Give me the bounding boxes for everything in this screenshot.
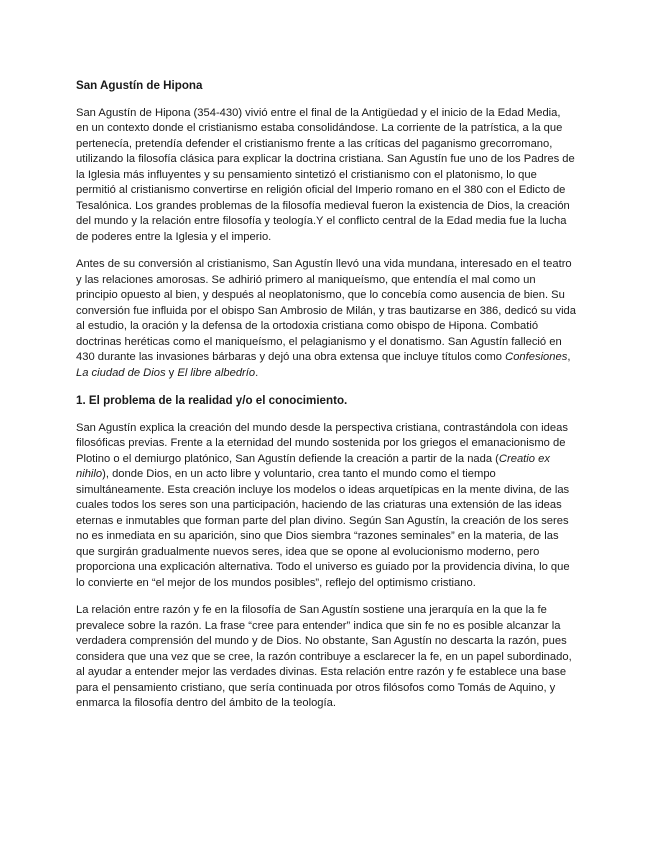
creation-text-end: ), donde Dios, en un acto libre y voluntario, crea tanto el mundo como el tiempo simultáneamente. Esta creación incluye los modelos o ideas arquetípicas en la mente divina, de las cuales todos los seres son una participación, haciendo de las criaturas una extensión de las ideas eternas e inmutables que forman parte del plan divino. Según San Agustín, la creación de los seres no es inmediata en su aparición, sino que Dios siembra “razones seminales” en la materia, de las que surgirán gradualmente nuevos seres, idea que se opone al evolucionismo moderno, pero proporciona una explicación alternativa. Todo el universo es guiado por la providencia divina, lo que lo convierte en “el mejor de los mundos posibles”, reflejo del optimismo cristiano. (76, 468, 570, 589)
creation-paragraph (76, 421, 576, 592)
biography-text: Antes de su conversión al cristianismo, San Agustín llevó una vida mundana, interesado en el teatro y las relaciones amorosas. Se adhirió primero al maniqueísmo, que entendía el mal como un principio opuesto al bien, y después al neoplatonismo, que lo concebía como ausencia de bien. Su conversión fue influida por el obispo San Ambrosio de Milán, y tras bautizarse en 386, dedicó su vida al estudio, la oración y la defensa de la ortodoxia cristiana como obispo de Hipona. Combatió doctrinas heréticas como el maniqueísmo, el pelagianismo y el donatismo. San Agustín falleció en 430 durante las invasiones bárbaras y dejó una obra extensa que incluye títulos como (76, 258, 577, 364)
sentence-end: . (255, 366, 259, 379)
intro-paragraph: San Agustín de Hipona (354-430) vivió entre el final de la Antigüedad y el inicio de la Edad Media, en un contexto donde el cristianismo estaba consolidándose. La corriente de la patrística, a la que pertenecía, pretendía defender el cristianismo frente a las críticas del paganismo grecorromano, utilizando la filosofía clásica para explicar la doctrina cristiana. San Agustín fue uno de los Padres de la Iglesia más influyentes y su pensamiento sintetizó el cristianismo con el platonismo, lo que permitió al cristianismo convertirse en religión oficial del Imperio romano en el 380 con el Edicto de Tesalónica. Los grandes problemas de la filosofía medieval fueron la existencia de Dios, la creación del mundo y la relación entre filosofía y teología.Y el conflicto central de la Edad media fue la lucha de poderes entre la Iglesia y el imperio. (76, 106, 575, 243)
creation-text-start: San Agustín explica la creación del mundo desde la perspectiva cristiana, contrastándola con ideas filosóficas previas. Frente a la eternidad del mundo sostenida por los griegos el emanacionismo de Plotino o el demiurgo platónico, San Agustín defiende la creación a partir de la nada ( (76, 421, 568, 465)
work-title-libre-albedrio: El libre albedrío (177, 366, 256, 379)
work-title-confesiones: Confesiones (505, 351, 568, 364)
section-heading: 1. El problema de la realidad y/o el conocimiento. (76, 394, 348, 408)
work-title-ciudad-de-dios: La ciudad de Dios (76, 366, 166, 379)
document-page (76, 78, 576, 724)
biography-paragraph (76, 257, 576, 381)
creatio-ex-nihilo-term: Creatio ex nihilo (76, 452, 550, 481)
separator: , (567, 351, 571, 364)
document-title: San Agustín de Hipona (76, 79, 203, 92)
separator: y (165, 366, 178, 379)
reason-faith-paragraph: La relación entre razón y fe en la filosofía de San Agustín sostiene una jerarquía en la que la fe prevalece sobre la razón. La frase “cree para entender” indica que sin fe no es posible alcanzar la verdadera comprensión del mundo y de Dios. No obstante, San Agustín no descarta la razón, pues considera que una vez que se cree, la razón contribuye a esclarecer la fe, en un papel subordinado, al ayudar a entender mejor las verdades divinas. Esta relación entre razón y fe establece una base para el pensamiento cristiano, que sería continuada por otros filósofos como Tomás de Aquino, y enmarca la filosofía dentro del ámbito de la teología. (76, 604, 572, 710)
